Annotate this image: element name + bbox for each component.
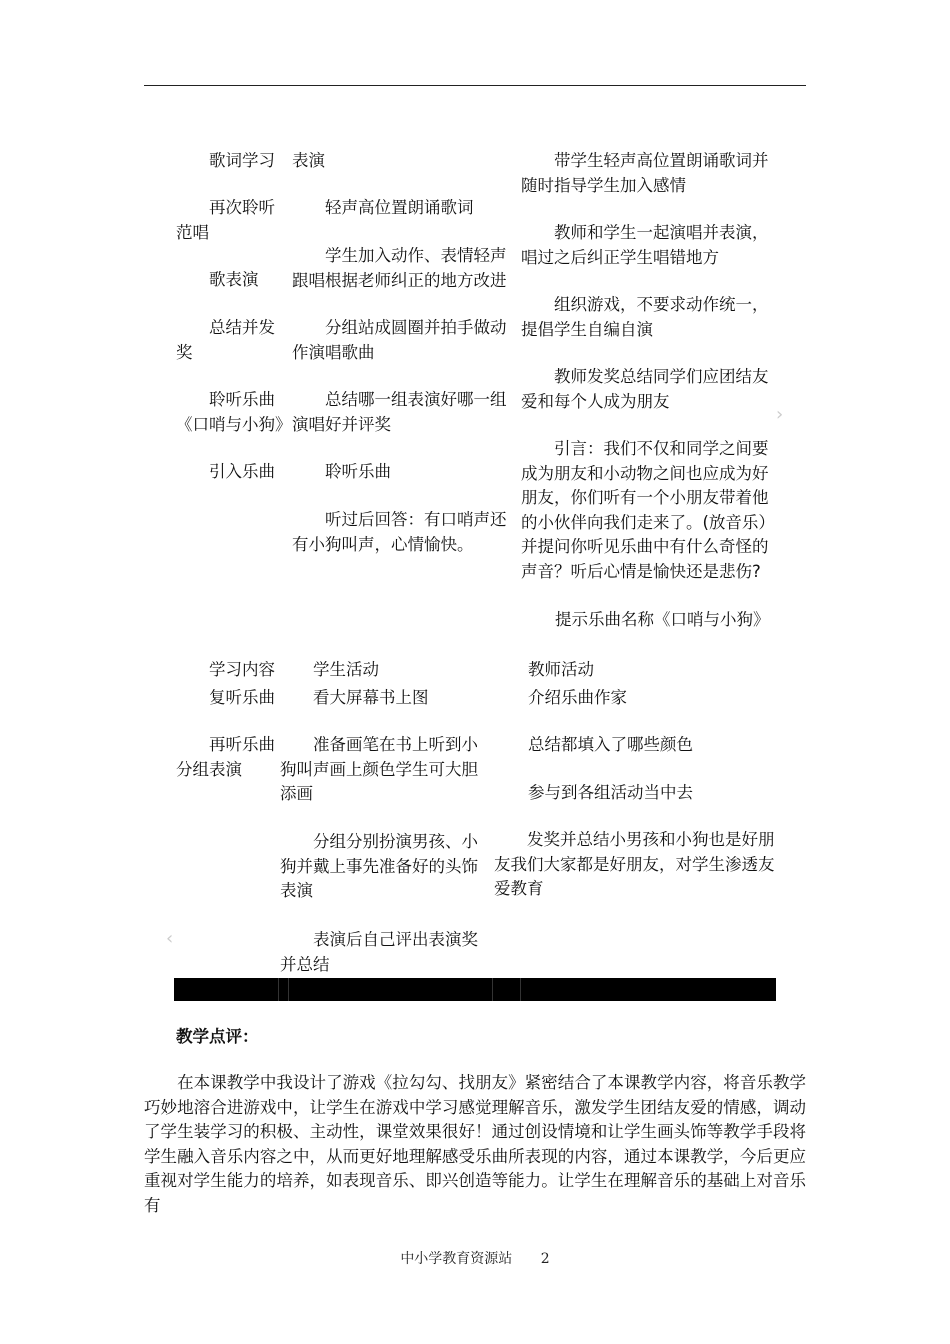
t1-col2-cell: 轻声高位置朗诵歌词 bbox=[292, 198, 474, 217]
bar-separator bbox=[492, 978, 493, 1001]
t1-col2-cell: 分组站成圆圈并拍手做动作演唱歌曲 bbox=[292, 318, 507, 362]
faint-arrow-mark: ‹ bbox=[166, 928, 174, 949]
t2-header: 学习内容 bbox=[209, 660, 275, 679]
t2-col3-cell: 介绍乐曲作家 bbox=[528, 688, 627, 707]
t1-col2-cell: 听过后回答：有口哨声还有小狗叫声，心情愉快。 bbox=[292, 510, 507, 554]
t1-col1-cell: 歌表演 bbox=[209, 270, 259, 289]
t2-col2-cell: 准备画笔在书上听到小狗叫声画上颜色学生可大胆添画 bbox=[280, 735, 478, 803]
t1-col2-cell: 聆听乐曲 bbox=[292, 462, 391, 481]
t1-col3-cell: 组织游戏，不要求动作统一，提倡学生自编自演 bbox=[521, 295, 769, 339]
t1-col1-cell: 再次聆听范唱 bbox=[176, 198, 275, 242]
footer-site: 中小学教育资源站 bbox=[400, 1251, 513, 1267]
faint-arrow-mark: › bbox=[776, 404, 784, 425]
t1-col2-cell: 总结哪一组表演好哪一组演唱好并评奖 bbox=[292, 390, 507, 434]
t1-col1-cell: 总结并发奖 bbox=[176, 318, 275, 362]
t2-col2-cell: 表演后自己评出表演奖并总结 bbox=[280, 930, 478, 974]
t1-col2-cell: 表演 bbox=[292, 151, 325, 170]
t1-col3-cell: 引言：我们不仅和同学之间要成为朋友和小动物之间也应成为好朋友，你们听有一个小朋友带着他的小伙伴向我们走来了。(放音乐）并提问你听见乐曲中有什么奇怪的声音？听后心情是愉快还是悲伤? bbox=[521, 439, 775, 581]
t2-col2-cell: 看大屏幕书上图 bbox=[313, 688, 429, 707]
bar-separator bbox=[520, 978, 521, 1001]
bar-separator bbox=[278, 978, 279, 1001]
page-footer bbox=[0, 1248, 950, 1268]
t1-col1-cell: 引入乐曲 bbox=[209, 462, 275, 481]
t1-col3-cell: 教师发奖总结同学们应团结友爱和每个人成为朋友 bbox=[521, 367, 769, 411]
t1-col2-cell: 学生加入动作、表情轻声跟唱根据老师纠正的地方改进 bbox=[292, 246, 507, 290]
t1-col1-cell: 聆听乐曲《口哨与小狗》 bbox=[176, 390, 292, 434]
t2-col1-cell: 再听乐曲分组表演 bbox=[176, 735, 275, 779]
page-number: 2 bbox=[540, 1251, 550, 1267]
t2-col2-cell: 分组分别扮演男孩、小狗并戴上事先准备好的头饰表演 bbox=[280, 832, 478, 900]
t2-col3-cell: 发奖并总结小男孩和小狗也是好朋友我们大家都是好朋友，对学生渗透友爱教育 bbox=[494, 830, 775, 898]
review-heading: 教学点评： bbox=[176, 1027, 259, 1046]
bar-separator bbox=[288, 978, 289, 1001]
t1-col3-cell: 教师和学生一起演唱并表演，唱过之后纠正学生唱错地方 bbox=[521, 223, 769, 267]
t1-col1-cell: 歌词学习 bbox=[209, 151, 275, 170]
review-body: 在本课教学中我设计了游戏《拉勾勾、找朋友》紧密结合了本课教学内容，将音乐教学巧妙地溶合进游戏中，让学生在游戏中学习感觉理解音乐，激发学生团结友爱的情感，调动了学生装学习的积极、主动性，课堂效果很好！通过创设情境和让学生画头饰等教学手段将学生融入音乐内容之中，从而更好地理解感受乐曲所表现的内容，通过本课教学，今后更应重视对学生能力的培养，如表现音乐、即兴创造等能力。让学生在理解音乐的基础上对音乐有 bbox=[144, 1073, 806, 1215]
table-bottom-bar bbox=[174, 978, 776, 1001]
header-rule bbox=[144, 85, 806, 86]
t1-col3-cell: 带学生轻声高位置朗诵歌词并随时指导学生加入感情 bbox=[521, 151, 769, 195]
t2-col3-cell: 总结都填入了哪些颜色 bbox=[528, 735, 693, 754]
t2-col1-cell: 复听乐曲 bbox=[209, 688, 275, 707]
t2-header: 学生活动 bbox=[313, 660, 379, 679]
t1-col3-cell: 提示乐曲名称《口哨与小狗》 bbox=[555, 610, 770, 629]
t2-col3-cell: 参与到各组活动当中去 bbox=[528, 783, 693, 802]
t2-header: 教师活动 bbox=[528, 660, 594, 679]
